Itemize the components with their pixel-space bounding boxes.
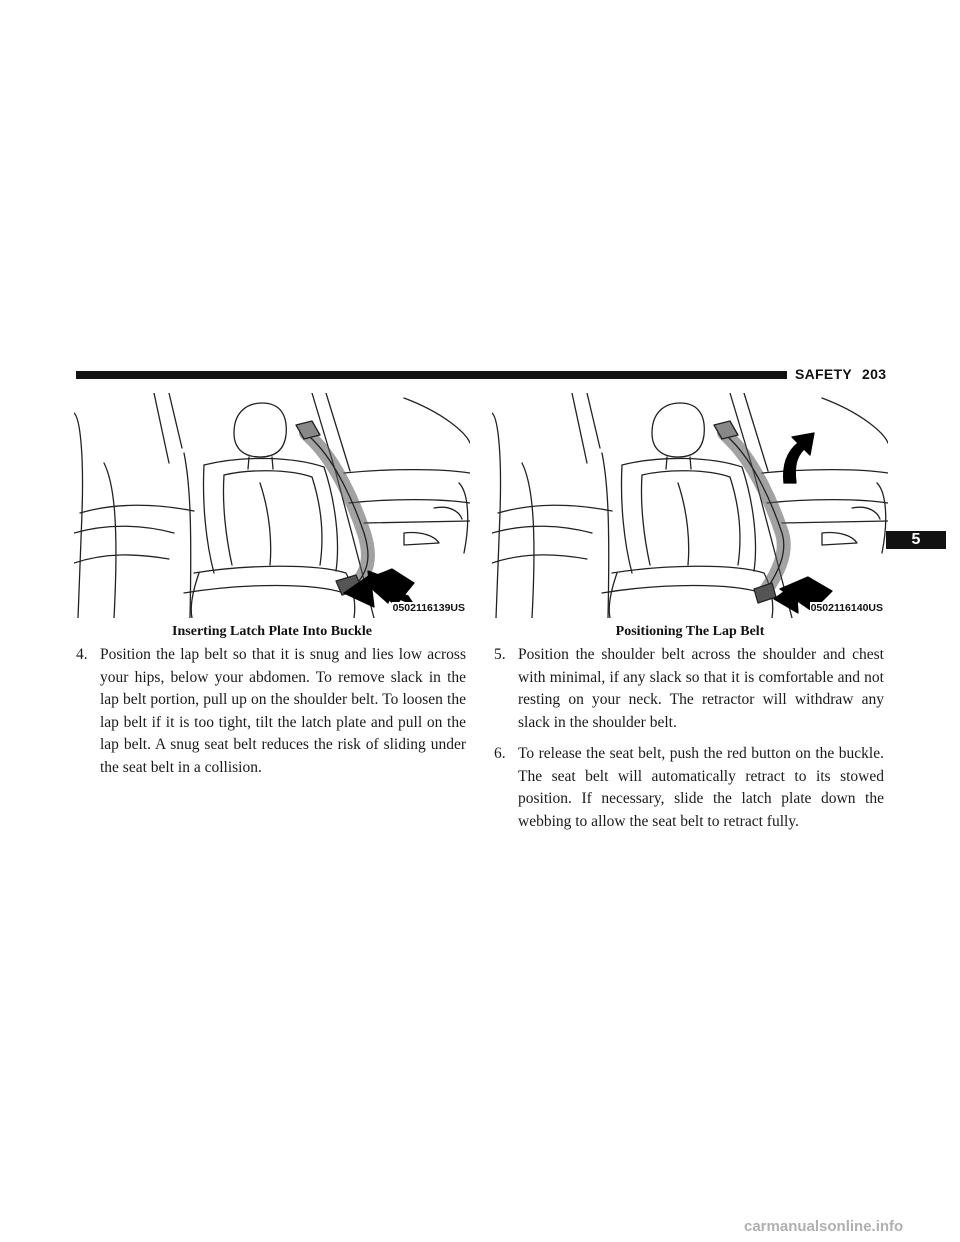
list-item [76,644,466,779]
figure-code: 0502116139US [392,602,465,614]
text-column-left [76,644,466,788]
figure-caption: Positioning The Lap Belt [615,624,765,639]
running-header [795,366,886,382]
figure-positioning-lap-belt [492,393,888,618]
step-number: 6. [494,745,506,762]
step-text: Position the lap belt so that it is snug and lies low across your hips, below your abdomen. To remove slack in the lap belt portion, pull up on the shoulder belt. To loosen the lap belt if it is too tight, tilt the latch plate and pull on the lap belt. A snug seat belt reduces the risk of sliding under the seat belt in a collision. [100,646,466,776]
step-number: 5. [494,646,506,663]
step-number: 4. [76,646,88,663]
figure-code: 0502116140US [810,602,883,614]
list-item [494,644,884,734]
text-column-right [494,644,884,842]
page-number: 203 [862,366,887,382]
step-text: To release the seat belt, push the red button on the buckle. The seat belt will automatically retract to its stowed position. If necessary, slide the latch plate down the webbing to allow the seat belt to retract fully. [518,745,884,830]
chapter-tab: 5 [886,531,946,549]
seat-belt-lap-illustration-icon [492,393,888,618]
header-section: SAFETY [795,366,853,382]
header-rule [76,371,787,379]
figure-inserting-latch-plate [74,393,470,618]
list-item [494,743,884,833]
seat-belt-buckle-illustration-icon [74,393,470,618]
step-text: Position the shoulder belt across the shoulder and chest with minimal, if any slack so that it is comfortable and not resting on your neck. The retractor will withdraw any slack in the shoulder belt. [518,646,884,731]
watermark: carmanualsonline.info [744,1218,904,1235]
figure-caption: Inserting Latch Plate Into Buckle [172,624,372,639]
